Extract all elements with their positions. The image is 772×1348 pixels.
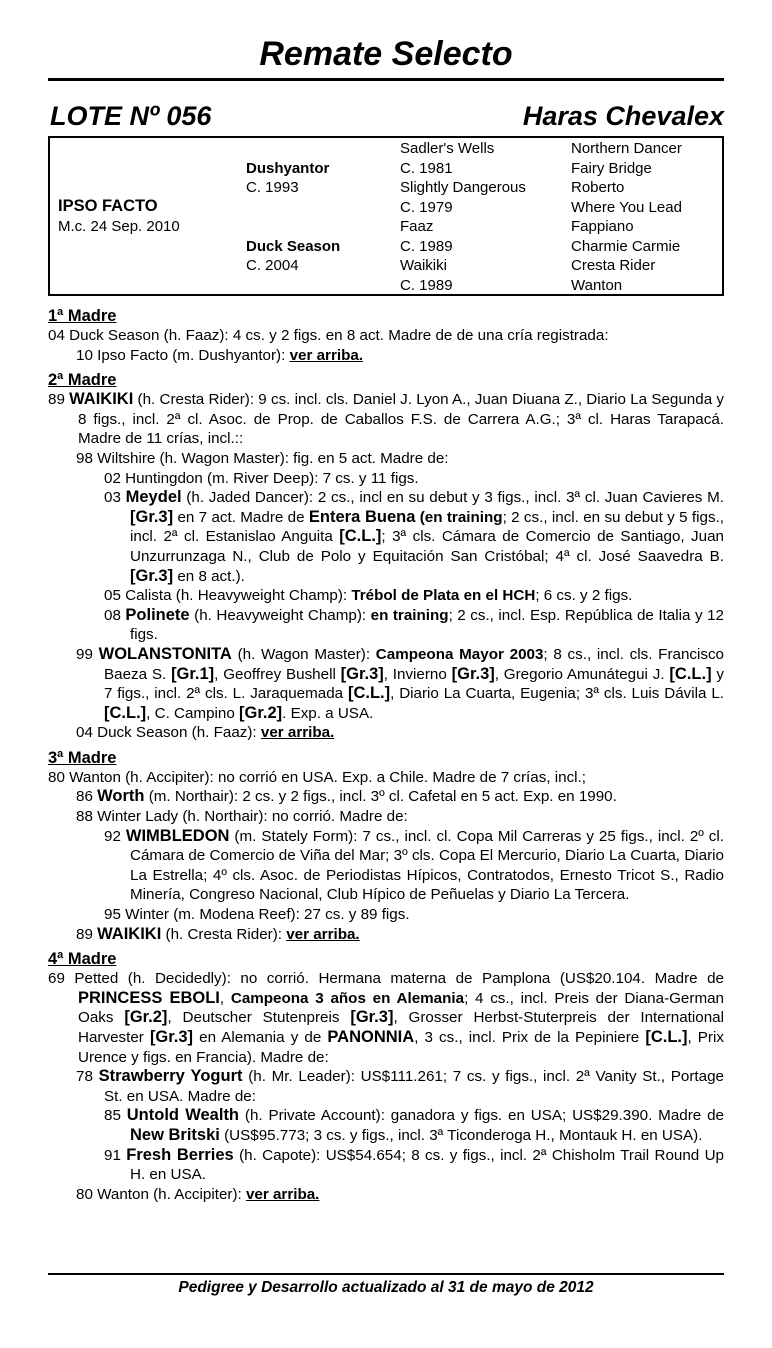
grade-badge: [C.L.] — [669, 664, 712, 683]
horse-info: M.c. 24 Sep. 2010 — [58, 218, 180, 235]
pedigree-cell: Sadler's Wells — [400, 140, 495, 157]
emphasis-text: WIMBLEDON — [125, 826, 230, 845]
produce-entry: 04 Duck Season (h. Faaz): ver arriba. — [76, 724, 335, 742]
see-above-link[interactable]: ver arriba. — [289, 346, 364, 364]
see-above-link[interactable]: ver arriba. — [245, 1185, 320, 1203]
dam-year: C. 2004 — [246, 257, 299, 274]
produce-entry: 98 Wiltshire (h. Wagon Master): fig. en 5 act. Madre de: — [76, 449, 449, 467]
emphasis-text: PANONNIA — [327, 1028, 415, 1046]
emphasis-text: PRINCESS EBOLI — [78, 988, 220, 1007]
produce-entry: 92 WIMBLEDON (m. Stately Form): 7 cs., incl. cl. Copa Mil Carreras y 25 figs., incl. 2º cl. Cámara de Comercio de Viña del Mar; 3º cls. Copa El Mercurio, Diario La Cuarta, Diario La Estrella; 4º cls. Asoc. de Periodistas Hípicos, Contratodos, Ernesto Tricot S., Radio Minería, Congreso Nacional, Club Hípico de Peñuelas y Diario La Tercera. — [104, 826, 724, 904]
produce-entry: 69 Petted (h. Decidedly): no corrió. Hermana materna de Pamplona (US$20.104. Madre de PRINCESS EBOLI, Campeona 3 años en Alemania; 4 cs., incl. Preis der Diana-German Oaks [Gr.2], Deutscher Stutenpreis [Gr.3], Grosser Herbst-Stuterpreis der International Harvester [Gr.3] en Alemania y de PANONNIA, 3 cs., incl. Prix de la Pepiniere [C.L.], Prix Urence y figs. en Francia). Madre de: — [48, 970, 724, 1066]
produce-entry: 95 Winter (m. Modena Reef): 27 cs. y 89 figs. — [104, 906, 410, 924]
produce-entry: 78 Strawberry Yogurt (h. Mr. Leader): US$111.261; 7 cs. y figs., incl. 2ª Vanity St., Portage St. en USA. Madre de: — [76, 1067, 724, 1105]
pedigree-cell: Roberto — [571, 179, 625, 196]
produce-entry: 08 Polinete (h. Heavyweight Champ): en training; 2 cs., incl. Esp. República de Italia y 12 figs. — [104, 605, 724, 644]
grade-badge: [Gr.3] — [350, 1008, 394, 1027]
emphasis-text: Strawberry Yogurt — [98, 1067, 243, 1086]
pedigree-cell: Northern Dancer — [571, 140, 682, 157]
see-above-link[interactable]: ver arriba. — [260, 724, 335, 742]
pedigree-cell: Waikiki — [400, 257, 447, 274]
emphasis-text: WAIKIKI — [69, 390, 134, 409]
pedigree-cell: Cresta Rider — [571, 257, 656, 274]
dam-name: Duck Season — [246, 237, 341, 255]
emphasis-text: en training — [370, 606, 449, 624]
emphasis-text: Polinete — [125, 605, 190, 624]
lot-header — [48, 99, 724, 133]
pedigree-cell: Faaz — [400, 218, 434, 235]
footer-note: Pedigree y Desarrollo actualizado al 31 de mayo de 2012 — [178, 1279, 594, 1296]
produce-entry: 89 WAIKIKI (h. Cresta Rider): 9 cs. incl. cls. Daniel J. Lyon A., Juan Diuana Z., Diario La Segunda y 8 figs., incl. 2ª cl. Asoc. de Prop. de Caballos F.S. de Carrera A.G.; 3ª cl. Haras Tarapacá. Madre de 11 crías, incl.:: — [48, 390, 724, 448]
emphasis-text: Untold Wealth — [126, 1106, 240, 1125]
grade-badge: [Gr.1] — [171, 664, 215, 683]
emphasis-text: (en training — [419, 508, 503, 526]
title-divider — [48, 78, 724, 81]
grade-badge: [Gr.3] — [340, 664, 384, 683]
pedigree-cell: Fairy Bridge — [571, 159, 652, 177]
grade-badge: [Gr.2] — [239, 703, 283, 722]
pedigree-cell: Charmie Carmie — [571, 237, 681, 255]
grade-badge: [C.L.] — [347, 684, 391, 703]
sire-name: Dushyantor — [246, 159, 330, 177]
grade-badge: [C.L.] — [339, 527, 382, 546]
produce-entry: 10 Ipso Facto (m. Dushyantor): ver arriba. — [76, 346, 364, 364]
produce-entry: 80 Wanton (h. Accipiter): no corrió en USA. Exp. a Chile. Madre de 7 crías, incl.; — [48, 768, 586, 786]
page-title: Remate Selecto — [259, 35, 513, 73]
horse-name: IPSO FACTO — [58, 197, 158, 215]
emphasis-text: Campeona 3 años en Alemania — [230, 989, 465, 1007]
emphasis-text: Entera Buena — [308, 507, 416, 526]
pedigree-cell: Wanton — [571, 276, 623, 294]
section-heading: 3ª Madre — [48, 748, 117, 767]
section-heading: 1ª Madre — [48, 307, 117, 325]
emphasis-text: Worth — [97, 787, 145, 806]
produce-record — [48, 306, 724, 1204]
pedigree-cell: Fappiano — [571, 218, 634, 235]
produce-entry: 99 WOLANSTONITA (h. Wagon Master): Campeona Mayor 2003; 8 cs., incl. cls. Francisco Baeza S. [Gr.1], Geoffrey Bushell [Gr.3], Invierno [Gr.3], Gregorio Amunátegui J. [C.L.] y 7 figs., incl. 2ª cls. L. Jaraquemada [C.L.], Diario La Cuarta, Eugenia; 3ª cls. Luis Dávila L. [C.L.], C. Campino [Gr.2]. Exp. a USA. — [76, 644, 725, 722]
see-above-link[interactable]: ver arriba. — [286, 925, 360, 943]
grade-badge: [Gr.3] — [451, 664, 495, 683]
produce-entry: 85 Untold Wealth (h. Private Account): ganadora y figs. en USA; US$29.390. Madre de New Britski (US$95.773; 3 cs. y figs., incl. 3ª Ticonderoga H., Montauk H. en USA). — [104, 1106, 724, 1144]
produce-entry: 04 Duck Season (h. Faaz): 4 cs. y 2 figs. en 8 act. Madre de de una cría registrada: — [48, 327, 609, 344]
produce-entry: 88 Winter Lady (h. Northair): no corrió. Madre de: — [76, 808, 408, 826]
produce-entry: 91 Fresh Berries (h. Capote): US$54.654; 8 cs. y figs., incl. 2ª Chisholm Trail Round Up H. en USA. — [104, 1145, 724, 1184]
emphasis-text: WAIKIKI — [97, 924, 162, 943]
produce-entry: 02 Huntingdon (m. River Deep): 7 cs. y 11 figs. — [104, 469, 419, 487]
grade-badge: [Gr.2] — [124, 1008, 168, 1027]
emphasis-text: Trébol de Plata en el HCH — [351, 587, 536, 605]
pedigree-cell: C. 1979 — [400, 198, 453, 216]
pedigree-cell: C. 1989 — [400, 237, 453, 255]
sire-year: C. 1993 — [246, 179, 299, 196]
section-heading: 4ª Madre — [48, 950, 117, 969]
section-heading: 2ª Madre — [48, 371, 117, 390]
pedigree-cell: Slightly Dangerous — [400, 179, 526, 196]
grade-badge: [C.L.] — [645, 1028, 688, 1046]
produce-entry: 05 Calista (h. Heavyweight Champ): Trébol de Plata en el HCH; 6 cs. y 2 figs. — [104, 587, 633, 605]
pedigree-cell: C. 1981 — [400, 159, 453, 177]
breeder-name: Haras Chevalex — [522, 101, 724, 131]
emphasis-text: WOLANSTONITA — [98, 644, 232, 663]
pedigree-cell: C. 1989 — [400, 276, 453, 294]
emphasis-text: Fresh Berries — [126, 1145, 234, 1164]
emphasis-text: Meydel — [125, 488, 182, 507]
emphasis-text: Campeona Mayor 2003 — [375, 645, 544, 663]
produce-entry: 89 WAIKIKI (h. Cresta Rider): ver arriba. — [76, 924, 360, 943]
pedigree-table — [48, 136, 724, 296]
grade-badge: [Gr.3] — [130, 566, 174, 585]
grade-badge: [C.L.] — [104, 703, 147, 722]
footer-divider — [48, 1273, 724, 1275]
produce-entry: 03 Meydel (h. Jaded Dancer): 2 cs., incl en su debut y 3 figs., incl. 3ª cl. Juan Cavieres M. [Gr.3] en 7 act. Madre de Entera Buena (en training; 2 cs., incl. en su debut y 5 figs., incl. 2ª cl. Estanislao Anguita [C.L.]; 3ª cls. Cámara de Comercio de Santiago, Juan Unzurrunzaga N., Club de Polo y Equitación San Cristóbal; 4ª cl. José Saavedra B. [Gr.3] en 8 act.). — [104, 488, 725, 585]
lot-number: LOTE Nº 056 — [50, 101, 212, 131]
pedigree-cell: Where You Lead — [571, 198, 682, 216]
emphasis-text: New Britski — [130, 1125, 220, 1144]
produce-entry: 86 Worth (m. Northair): 2 cs. y 2 figs., incl. 3º cl. Cafetal en 5 act. Exp. en 1990. — [76, 787, 617, 806]
grade-badge: [Gr.3] — [149, 1028, 194, 1046]
produce-entry: 80 Wanton (h. Accipiter): ver arriba. — [76, 1185, 320, 1203]
grade-badge: [Gr.3] — [130, 507, 174, 526]
